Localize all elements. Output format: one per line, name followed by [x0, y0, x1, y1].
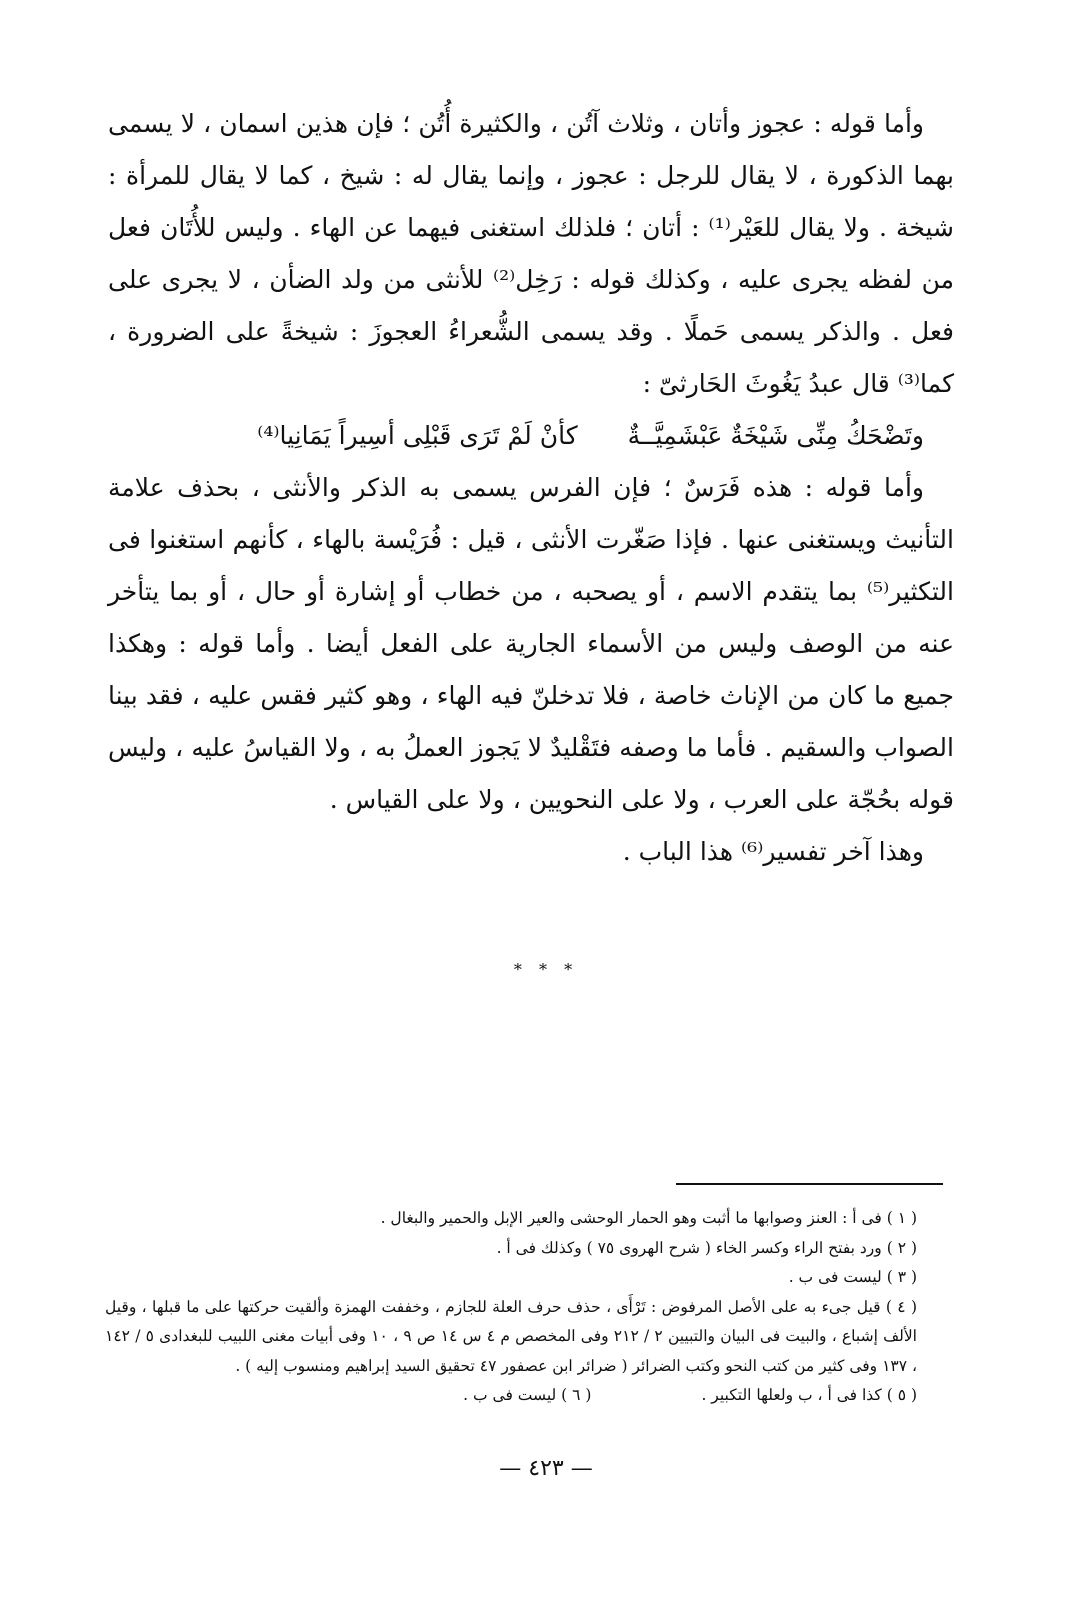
line: ولا على النحويين ، ولا على القياس . [329, 785, 700, 814]
line: خاصة ، فلا تدخلنّ فيه الهاء ، وهو كثير فقس عليه ، فقد بينا الصواب والسقيم . [108, 681, 954, 762]
footnote-1: ( ١ ) فى أ : العنز وصوابها ما أثبت وهو الحمار الوحشى والعير الإبل والحمير والبغال . [380, 1209, 917, 1227]
section-separator: * * * [513, 960, 579, 979]
line: الحَارثىّ : [642, 369, 738, 398]
verse-first-hemistich: وتَضْحَكُ مِنِّى شَيْخَةٌ عَبْشَمِيَّــةٌ [627, 421, 924, 450]
footnote-4-line: ٥ / ١٤٢ ، ١٣٧ وفى كثير من كتب النحو وكتب الضرائر ( ضرائر ابن عصفور ٤٧ تحقيق السيد إبراهيم ومنسوب إليه ) . [105, 1327, 917, 1375]
verse-second-hemistich: كأنْ لَمْ تَرَى قَبْلِى أسِيراً يَمَانِيا⁽⁴⁾ [257, 421, 578, 450]
footnote-5: ( ٥ ) كذا فى أ ، ب ولعلها التكبير . [701, 1386, 917, 1404]
footnote-4 [105, 1293, 917, 1382]
paragraph-2 [108, 462, 954, 826]
page-number: — ٤٢٣ — [499, 1456, 593, 1481]
footnote-6: ( ٦ ) ليست فى ب . [463, 1386, 592, 1404]
line: حَملًا . وقد يسمى الشُّعراءُ العجوزَ : شيخةً على الضرورة ، كما⁽³⁾ قال عبدُ يَغُوثَ [108, 317, 954, 398]
footnote-4-line: ( ٤ ) قيل جىء به على الأصل المرفوض : تَرْأَى ، حذف حرف العلة للجازم ، وخففت الهمزة وألقيت حركتها على ما قبلها ، [141, 1297, 917, 1316]
line: وأما قوله : عجوز وأتان ، وثلاث آتُن ، والكثيرة أُتُن ؛ فإن هذين اسمان ، لا يسمى [108, 109, 924, 138]
footnotes-5-6 [105, 1381, 917, 1411]
line: فأما ما وصفه فتَقْليدٌ لا يَجوز العملُ به ، ولا القياسُ عليه ، وليس قوله بحُجّة على العرب ، [108, 733, 954, 814]
paragraph-1 [108, 98, 954, 410]
paragraph-3: وهذا آخر تفسير⁽⁶⁾ هذا الباب . [622, 837, 924, 866]
line: وليس من الأسماء الجارية على الفعل أيضا . وأما قوله : وهكذا جميع ما كان من الإناث [108, 629, 955, 710]
footnote-4-line: وقيل الألف إشباع ، والبيت فى البيان والتبيين ٢ / ٢١٢ وفى المخصص م ٤ س ١٤ ص ٩ ، ١٠ وفى أبيات مغنى اللبيب للبغدادى [105, 1297, 917, 1345]
footnotes [105, 1204, 917, 1411]
footnote-3: ( ٣ ) ليست فى ب . [788, 1268, 917, 1286]
line: ويستغنى عنها . فإذا صَغّرت الأنثى ، قيل : فُرَيْسة بالهاء ، كأنهم استغنوا فى التكثير⁽⁵⁾ [108, 525, 954, 606]
main-text [108, 98, 954, 878]
line: وأما قوله : هذه فَرَسٌ ؛ فإن الفرس يسمى به الذكر والأنثى ، بحذف علامة التأنيث [108, 473, 954, 554]
line: بما يتقدم الاسم ، أو يصحبه ، من خطاب أو إشارة أو حال ، أو بما يتأخر عنه من الوصف [108, 577, 955, 658]
line: عليه ، وكذلك قوله : رَخِل⁽²⁾ للأنثى من ولد الضأن ، لا يجرى على فعل . والذكر يسمى [108, 265, 954, 346]
footnote-divider [676, 1183, 943, 1185]
poetry-verse [108, 410, 954, 462]
footnote-2: ( ٢ ) ورد بفتح الراء وكسر الخاء ( شرح الهروى ٧٥ ) وكذلك فى أ . [496, 1238, 917, 1257]
line: ولا يقال للعَيْر⁽¹⁾ : أتان ؛ فلذلك استغنى فيهما عن الهاء . وليس للأُتَان فعل من لفظه يجرى [108, 213, 954, 294]
line: بهما الذكورة ، لا يقال للرجل : عجوز ، وإنما يقال له : شيخ ، كما لا يقال للمرأة : شيخة . [108, 161, 954, 242]
